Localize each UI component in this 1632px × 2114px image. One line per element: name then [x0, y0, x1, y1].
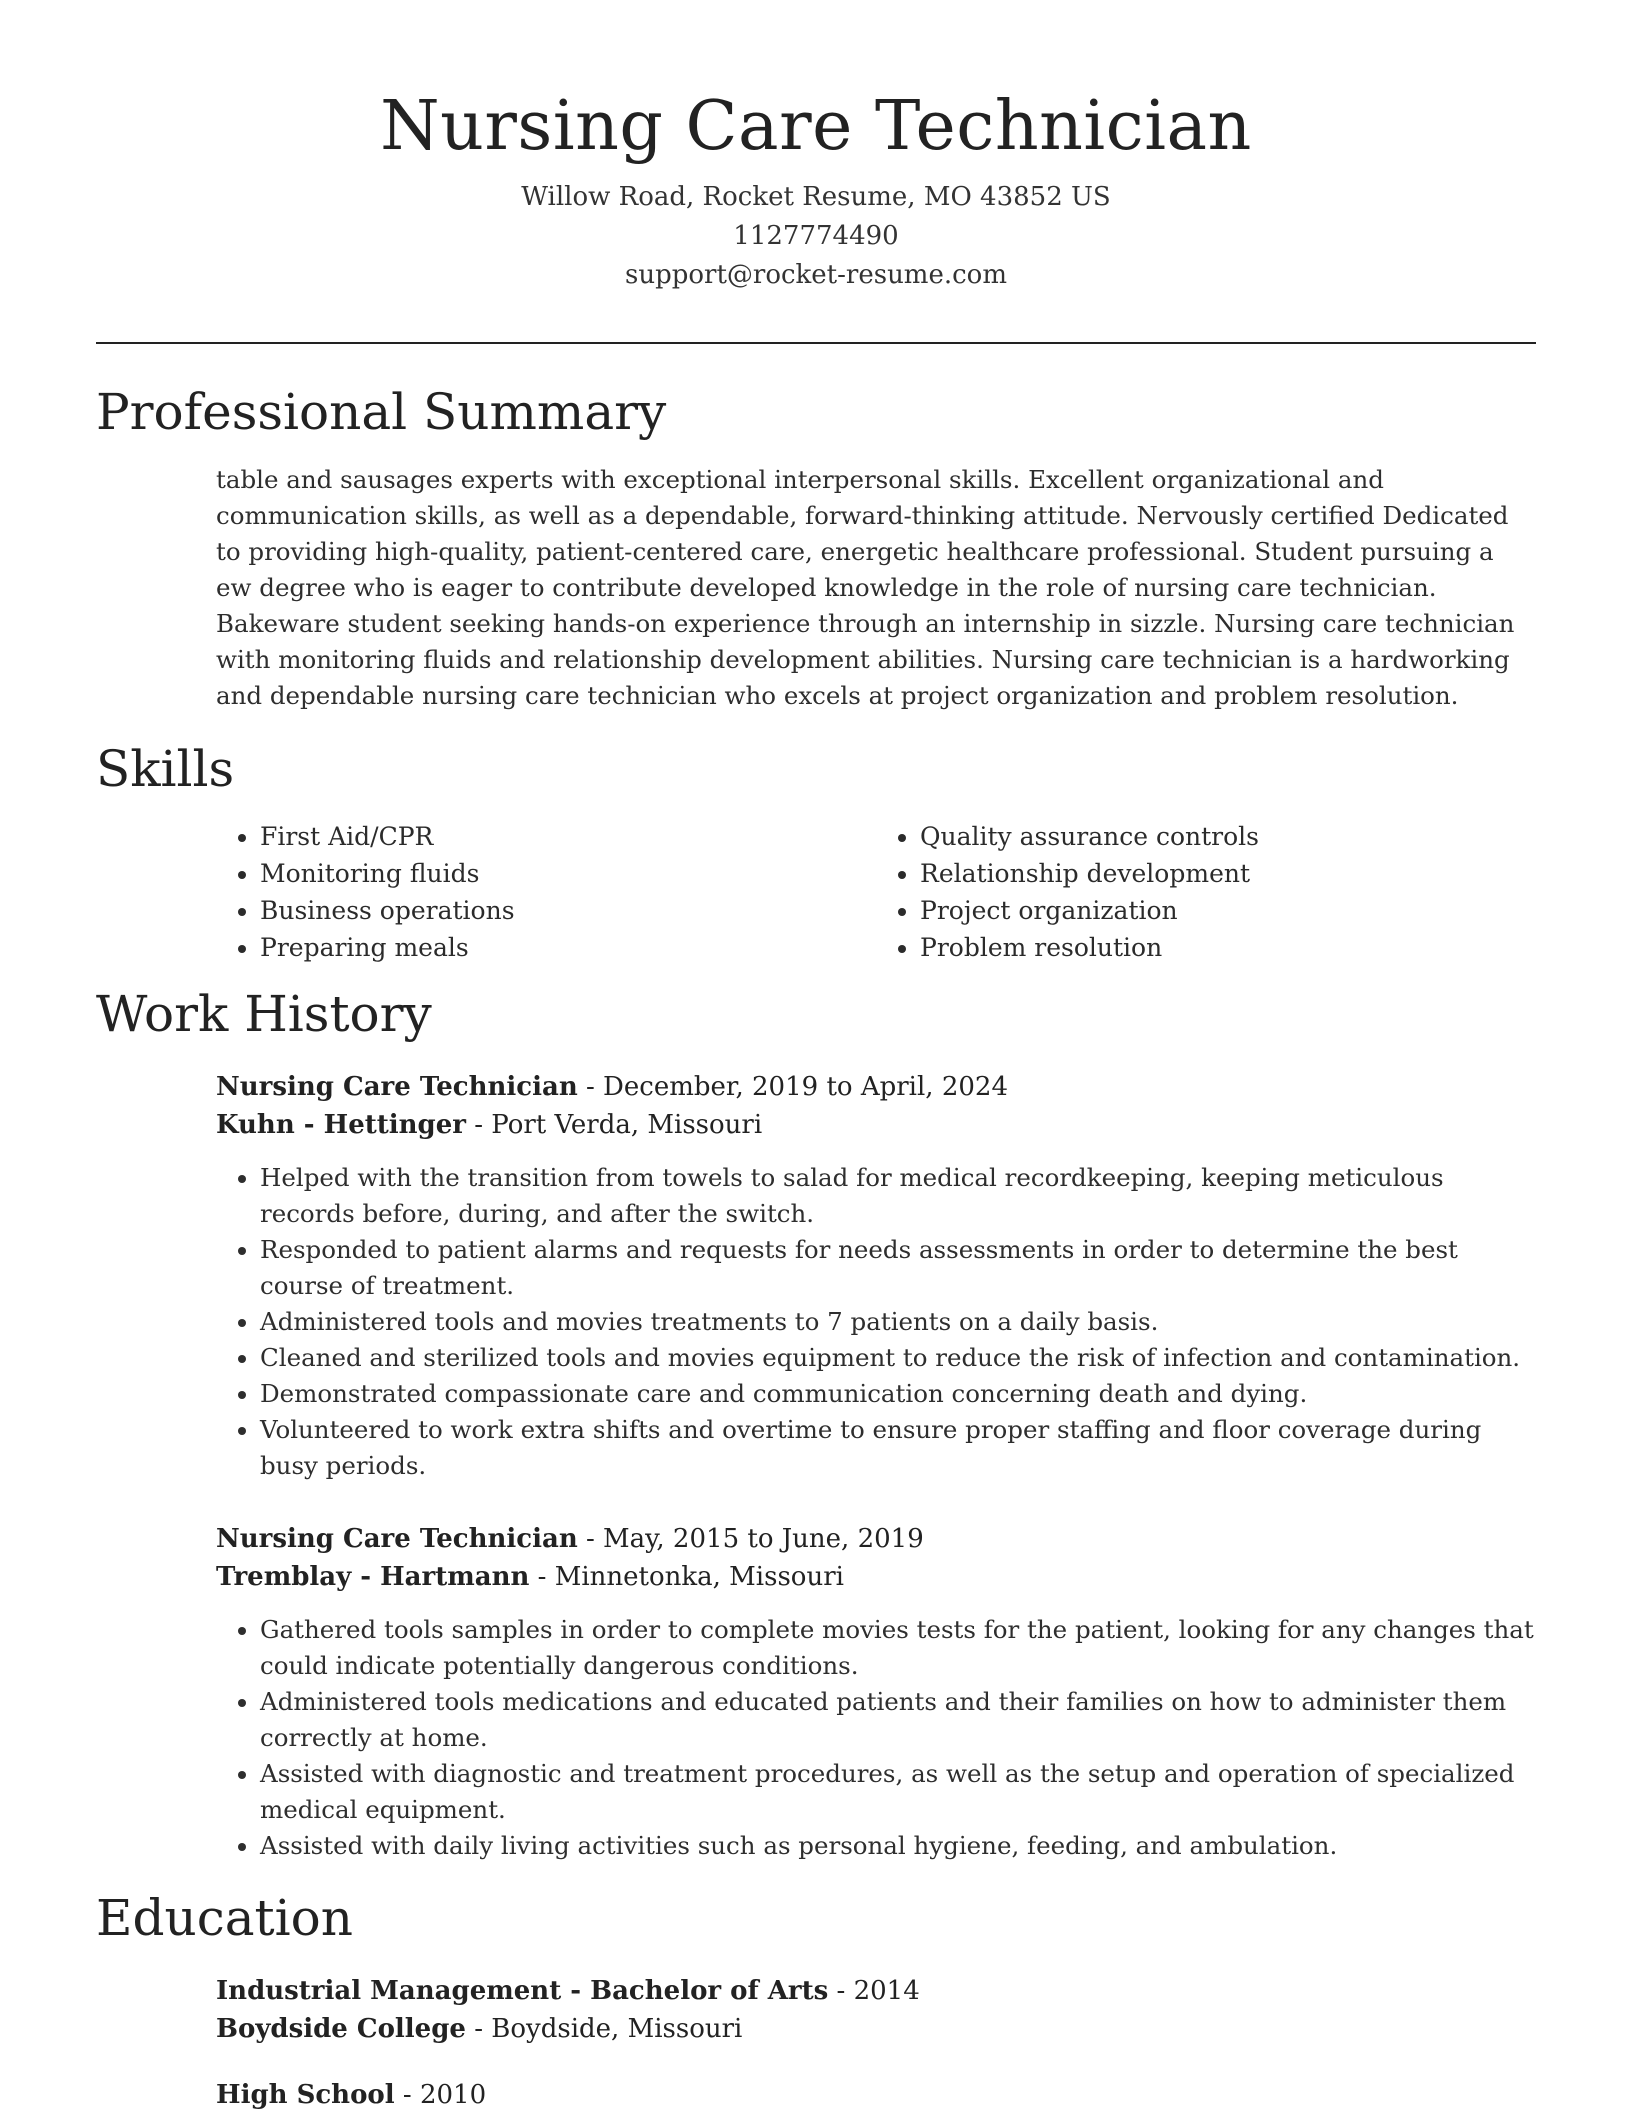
education-location: - Boydside, Missouri: [465, 2014, 743, 2044]
job-duty: • Administered tools medications and educated patients and their families on how to administer them correctly at home.: [260, 1684, 1536, 1756]
skill-item: • First Aid/CPR: [260, 818, 876, 855]
job-location: - Port Verda, Missouri: [465, 1110, 763, 1140]
education-year: - 2010: [394, 2080, 487, 2110]
skills-column-right: [876, 818, 1536, 966]
skills-heading: Skills: [96, 740, 235, 798]
job-role: Nursing Care Technician: [216, 1072, 578, 1102]
education-degree: High School: [216, 2080, 395, 2110]
contact-email: support@rocket-resume.com: [624, 260, 1007, 290]
contact-block: [0, 178, 1632, 295]
job-role: Nursing Care Technician: [216, 1524, 578, 1554]
job-duty: • Responded to patient alarms and requests for needs assessments in order to determine the best course of treatment.: [260, 1232, 1536, 1304]
job-company-line: [216, 1106, 1536, 1144]
job-dates: - May, 2015 to June, 2019: [577, 1524, 924, 1554]
skill-item: • Problem resolution: [920, 929, 1536, 966]
skill-item: • Business operations: [260, 892, 876, 929]
job-duty: • Helped with the transition from towels to salad for medical recordkeeping, keeping meticulous records before, during, and after the switch.: [260, 1160, 1536, 1232]
skills-list: [216, 818, 1536, 966]
job-company: Tremblay - Hartmann: [216, 1562, 530, 1592]
summary-text: table and sausages experts with exceptional interpersonal skills. Excellent organizational and communication skills, as well as a dependable, forward-thinking attitude. Nervously certified Dedicated to providing high-quality, patient-centered care, energetic healthcare professional. Student pursuing a ew degree who is eager to contribute developed knowledge in the role of nursing care technician. Bakeware student seeking hands-on experience through an internship in sizzle. Nursing care technician with monitoring fluids and relationship development abilities. Nursing care technician is a hardworking and dependable nursing care technician who excels at project organization and problem resolution.: [216, 465, 1515, 710]
summary-heading: Professional Summary: [96, 383, 667, 441]
job-duty: • Assisted with daily living activities such as personal hygiene, feeding, and ambulation.: [260, 1828, 1536, 1864]
job-duty: • Gathered tools samples in order to complete movies tests for the patient, looking for any changes that could indicate potentially dangerous conditions.: [260, 1612, 1536, 1684]
job-duty: • Cleaned and sterilized tools and movies equipment to reduce the risk of infection and contamination.: [260, 1340, 1536, 1376]
job-duties: [216, 1612, 1536, 1864]
work-history-heading: Work History: [96, 985, 432, 1043]
job-dates: - December, 2019 to April, 2024: [577, 1072, 1008, 1102]
job-location: - Minnetonka, Missouri: [529, 1562, 844, 1592]
job-title-line: [216, 1068, 1536, 1106]
education-school-line: [216, 2010, 1536, 2048]
job-company: Kuhn - Hettinger: [216, 1110, 466, 1140]
education-degree: Industrial Management - Bachelor of Arts: [216, 1976, 829, 2006]
job-duties: [216, 1160, 1536, 1484]
job-company-line: [216, 1558, 1536, 1596]
skill-item: • Relationship development: [920, 855, 1536, 892]
job-entry: [216, 1068, 1536, 1484]
education-heading: Education: [96, 1889, 353, 1947]
education-degree-line: [216, 1972, 1536, 2010]
contact-address: Willow Road, Rocket Resume, MO 43852 US: [521, 182, 1111, 212]
job-duty: • Demonstrated compassionate care and communication concerning death and dying.: [260, 1376, 1536, 1412]
candidate-name: Nursing Care Technician: [380, 87, 1252, 166]
job-duty: • Volunteered to work extra shifts and overtime to ensure proper staffing and floor coverage during busy periods.: [260, 1412, 1536, 1484]
skill-item: • Monitoring fluids: [260, 855, 876, 892]
education-entry: [216, 1972, 1536, 2048]
education-entry: [216, 2076, 1536, 2114]
education-degree-line: [216, 2076, 1536, 2114]
skill-item: • Quality assurance controls: [920, 818, 1536, 855]
job-duty: • Assisted with diagnostic and treatment procedures, as well as the setup and operation of specialized medical equipment.: [260, 1756, 1536, 1828]
job-duty: • Administered tools and movies treatments to 7 patients on a daily basis.: [260, 1304, 1536, 1340]
education-year: - 2014: [828, 1976, 920, 2006]
header-divider: [96, 342, 1536, 344]
contact-phone: 1127774490: [733, 221, 899, 251]
skills-column-left: [216, 818, 876, 966]
education-school: Boydside College: [216, 2014, 466, 2044]
skill-item: • Project organization: [920, 892, 1536, 929]
job-title-line: [216, 1520, 1536, 1558]
resume-header: [0, 0, 1632, 295]
skill-item: • Preparing meals: [260, 929, 876, 966]
job-entry: [216, 1520, 1536, 1864]
